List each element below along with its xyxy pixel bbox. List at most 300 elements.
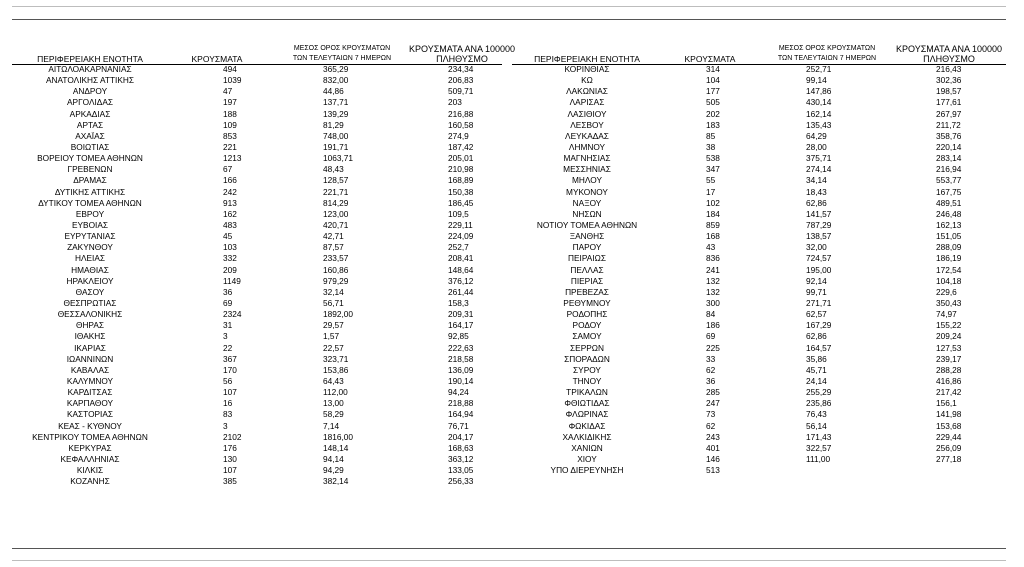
region-cell: ΤΡΙΚΑΛΩΝ bbox=[566, 387, 608, 398]
avg-cell: 274,14 bbox=[806, 164, 832, 175]
header-per100k bbox=[407, 44, 517, 64]
per100k-cell: 168,63 bbox=[448, 442, 474, 453]
cases-cell: 836 bbox=[706, 253, 720, 264]
region-cell: ΖΑΚΥΝΘΟΥ bbox=[67, 242, 113, 253]
cases-cell: 314 bbox=[706, 64, 720, 74]
avg-cell: 45,71 bbox=[806, 364, 827, 375]
cases-cell: 166 bbox=[223, 175, 237, 186]
cases-cell: 242 bbox=[223, 186, 237, 197]
region-cell: ΚΩ bbox=[581, 75, 593, 86]
region-cell: ΛΕΣΒΟΥ bbox=[570, 119, 604, 130]
avg-cell: 111,00 bbox=[806, 453, 831, 464]
per100k-cell: 74,97 bbox=[936, 309, 957, 320]
per100k-cell: 416,86 bbox=[936, 375, 962, 386]
per100k-cell: 489,51 bbox=[936, 197, 962, 208]
avg-cell: 62,86 bbox=[806, 197, 827, 208]
cases-cell: 36 bbox=[706, 375, 716, 386]
region-cell: ΕΒΡΟΥ bbox=[75, 208, 105, 219]
cases-cell: 1039 bbox=[223, 75, 242, 86]
header-per100k-line2: ΠΛΗΘΥΣΜΟ bbox=[436, 54, 488, 64]
avg-cell: 94,29 bbox=[323, 465, 344, 476]
cases-cell: 62 bbox=[706, 364, 716, 375]
cases-cell: 285 bbox=[706, 387, 720, 398]
avg-cell: 255,29 bbox=[806, 387, 832, 398]
region-cell: ΚΑΣΤΟΡΙΑΣ bbox=[66, 409, 114, 420]
region-cell: ΚΕΝΤΡΙΚΟΥ ΤΟΜΕΑ ΑΘΗΝΩΝ bbox=[32, 431, 148, 442]
cases-cell: 367 bbox=[223, 353, 237, 364]
header-cases: ΚΡΟΥΣΜΑΤΑ bbox=[191, 54, 243, 64]
cases-cell: 132 bbox=[706, 286, 720, 297]
avg-cell: 28,00 bbox=[806, 141, 827, 152]
avg-cell: 34,14 bbox=[806, 175, 827, 186]
cases-cell: 73 bbox=[706, 409, 716, 420]
per100k-cell: 172,54 bbox=[936, 264, 962, 275]
avg-cell: 138,57 bbox=[806, 231, 832, 242]
region-cell: ΕΥΒΟΙΑΣ bbox=[71, 219, 109, 230]
region-cell: ΔΡΑΜΑΣ bbox=[73, 175, 107, 186]
per100k-cell: 205,01 bbox=[448, 153, 474, 164]
region-cell: ΛΕΥΚΑΔΑΣ bbox=[565, 130, 609, 141]
avg-cell: 44,86 bbox=[323, 86, 344, 97]
avg-cell: 195,00 bbox=[806, 264, 832, 275]
region-cell: ΠΕΛΛΑΣ bbox=[570, 264, 604, 275]
avg-cell: 123,00 bbox=[323, 208, 349, 219]
region-cell: ΧΙΟΥ bbox=[577, 453, 597, 464]
cases-cell: 225 bbox=[706, 342, 720, 353]
avg-cell: 171,43 bbox=[806, 431, 832, 442]
per100k-cell: 216,94 bbox=[936, 164, 962, 175]
region-cell: ΑΡΚΑΔΙΑΣ bbox=[69, 108, 111, 119]
avg-cell: 62,57 bbox=[806, 309, 827, 320]
avg-cell: 814,29 bbox=[323, 197, 349, 208]
region-cell: ΑΡΤΑΣ bbox=[76, 119, 104, 130]
avg-cell: 32,00 bbox=[806, 242, 827, 253]
cases-cell: 241 bbox=[706, 264, 720, 275]
region-cell: ΚΕΦΑΛΛΗΝΙΑΣ bbox=[60, 453, 120, 464]
per100k-cell: 148,64 bbox=[448, 264, 474, 275]
cases-cell: 107 bbox=[223, 387, 237, 398]
cases-cell: 483 bbox=[223, 219, 237, 230]
region-cell: ΜΑΓΝΗΣΙΑΣ bbox=[563, 153, 611, 164]
cases-cell: 202 bbox=[706, 108, 720, 119]
region-cell: ΗΡΑΚΛΕΙΟΥ bbox=[66, 275, 114, 286]
cases-cell: 168 bbox=[706, 231, 720, 242]
avg-cell: 164,57 bbox=[806, 342, 832, 353]
region-cell: ΔΥΤΙΚΟΥ ΤΟΜΕΑ ΑΘΗΝΩΝ bbox=[38, 197, 142, 208]
region-cell: ΧΑΛΚΙΔΙΚΗΣ bbox=[562, 431, 612, 442]
region-cell: ΘΕΣΠΡΩΤΙΑΣ bbox=[63, 297, 117, 308]
per100k-cell: 94,24 bbox=[448, 387, 469, 398]
per100k-cell: 229,44 bbox=[936, 431, 962, 442]
cases-cell: 43 bbox=[706, 242, 716, 253]
cases-cell: 853 bbox=[223, 130, 237, 141]
avg-cell: 1,57 bbox=[323, 331, 340, 342]
per100k-cell: 220,14 bbox=[936, 141, 962, 152]
region-cell: ΧΑΝΙΩΝ bbox=[571, 442, 603, 453]
cases-cell: 2324 bbox=[223, 309, 242, 320]
cases-cell: 170 bbox=[223, 364, 237, 375]
per100k-cell: 218,58 bbox=[448, 353, 474, 364]
region-cell: ΚΕΡΚΥΡΑΣ bbox=[68, 442, 112, 453]
region-cell: ΑΧΑΪΑΣ bbox=[75, 130, 105, 141]
per100k-cell: 246,48 bbox=[936, 208, 962, 219]
avg-cell: 87,57 bbox=[323, 242, 344, 253]
region-cell: ΡΕΘΥΜΝΟΥ bbox=[563, 297, 611, 308]
per100k-cell: 187,42 bbox=[448, 141, 474, 152]
per100k-cell: 274,9 bbox=[448, 130, 469, 141]
region-cell: ΠΑΡΟΥ bbox=[572, 242, 602, 253]
avg-cell: 365,29 bbox=[323, 64, 349, 74]
per100k-cell: 177,61 bbox=[936, 97, 962, 108]
per100k-cell: 153,68 bbox=[936, 420, 962, 431]
cases-cell: 177 bbox=[706, 86, 720, 97]
per100k-cell: 209,31 bbox=[448, 309, 474, 320]
cases-cell: 3 bbox=[223, 420, 228, 431]
cases-cell: 385 bbox=[223, 476, 237, 487]
region-cell: ΤΗΝΟΥ bbox=[572, 375, 602, 386]
per100k-cell: 208,41 bbox=[448, 253, 474, 264]
per100k-cell: 203 bbox=[448, 97, 462, 108]
per100k-cell: 164,17 bbox=[448, 320, 474, 331]
per100k-cell: 186,19 bbox=[936, 253, 962, 264]
cases-cell: 47 bbox=[223, 86, 233, 97]
per100k-cell: 167,75 bbox=[936, 186, 962, 197]
avg-cell: 252,71 bbox=[806, 64, 832, 74]
avg-cell: 42,71 bbox=[323, 231, 344, 242]
region-cell: ΦΛΩΡΙΝΑΣ bbox=[565, 409, 609, 420]
cases-cell: 45 bbox=[223, 231, 233, 242]
avg-cell: 162,14 bbox=[806, 108, 832, 119]
avg-cell: 64,29 bbox=[806, 130, 827, 141]
region-cell: ΛΗΜΝΟΥ bbox=[568, 141, 606, 152]
region-cell: ΡΟΔΟΠΗΣ bbox=[566, 309, 608, 320]
per100k-cell: 104,18 bbox=[936, 275, 962, 286]
avg-cell: 35,86 bbox=[806, 353, 827, 364]
cases-cell: 401 bbox=[706, 442, 720, 453]
per100k-cell: 224,09 bbox=[448, 231, 474, 242]
cases-cell: 22 bbox=[223, 342, 233, 353]
region-cell: ΡΟΔΟΥ bbox=[572, 320, 602, 331]
avg-cell: 139,29 bbox=[323, 108, 349, 119]
per100k-cell: 229,6 bbox=[936, 286, 957, 297]
region-cell: ΝΟΤΙΟΥ ΤΟΜΕΑ ΑΘΗΝΩΝ bbox=[536, 219, 638, 230]
cases-cell: 162 bbox=[223, 208, 237, 219]
header-avg-line1: ΜΕΣΟΣ ΟΡΟΣ ΚΡΟΥΣΜΑΤΩΝ bbox=[293, 45, 391, 52]
cases-cell: 186 bbox=[706, 320, 720, 331]
region-cell: ΠΙΕΡΙΑΣ bbox=[570, 275, 604, 286]
per100k-cell: 256,09 bbox=[936, 442, 962, 453]
avg-cell: 235,86 bbox=[806, 398, 832, 409]
region-cell: ΚΟΖΑΝΗΣ bbox=[70, 476, 110, 487]
cases-cell: 109 bbox=[223, 119, 237, 130]
cases-cell: 3 bbox=[223, 331, 228, 342]
per100k-cell: 509,71 bbox=[448, 86, 474, 97]
cases-cell: 188 bbox=[223, 108, 237, 119]
per100k-cell: 198,57 bbox=[936, 86, 962, 97]
avg-cell: 221,71 bbox=[323, 186, 349, 197]
region-cell: ΝΑΞΟΥ bbox=[572, 197, 602, 208]
avg-cell: 22,57 bbox=[323, 342, 344, 353]
per100k-cell: 288,09 bbox=[936, 242, 962, 253]
top-border-light bbox=[12, 6, 1006, 7]
avg-cell: 832,00 bbox=[323, 75, 349, 86]
avg-cell: 167,29 bbox=[806, 320, 832, 331]
per100k-cell: 109,5 bbox=[448, 208, 469, 219]
avg-cell: 92,14 bbox=[806, 275, 827, 286]
cases-cell: 16 bbox=[223, 398, 233, 409]
per100k-cell: 168,89 bbox=[448, 175, 474, 186]
region-cell: ΒΟΡΕΙΟΥ ΤΟΜΕΑ ΑΘΗΝΩΝ bbox=[37, 153, 143, 164]
region-cell: ΜΥΚΟΝΟΥ bbox=[566, 186, 608, 197]
avg-cell: 18,43 bbox=[806, 186, 827, 197]
header-per100k-line2: ΠΛΗΘΥΣΜΟ bbox=[923, 54, 975, 64]
region-cell: ΦΩΚΙΔΑΣ bbox=[568, 420, 606, 431]
region-cell: ΚΑΡΠΑΘΟΥ bbox=[66, 398, 114, 409]
avg-cell: 76,43 bbox=[806, 409, 827, 420]
cases-cell: 1213 bbox=[223, 153, 242, 164]
cases-cell: 102 bbox=[706, 197, 720, 208]
region-cell: ΜΕΣΣΗΝΙΑΣ bbox=[563, 164, 611, 175]
cases-cell: 513 bbox=[706, 465, 720, 476]
per100k-cell: 136,09 bbox=[448, 364, 474, 375]
avg-cell: 29,57 bbox=[323, 320, 344, 331]
avg-cell: 32,14 bbox=[323, 286, 344, 297]
region-cell: ΕΥΡΥΤΑΝΙΑΣ bbox=[64, 231, 116, 242]
region-cell: ΙΚΑΡΙΑΣ bbox=[74, 342, 106, 353]
per100k-cell: 350,43 bbox=[936, 297, 962, 308]
cases-cell: 243 bbox=[706, 431, 720, 442]
cases-cell: 197 bbox=[223, 97, 237, 108]
cases-cell: 104 bbox=[706, 75, 720, 86]
per100k-cell: 206,83 bbox=[448, 75, 474, 86]
avg-cell: 141,57 bbox=[806, 208, 832, 219]
per100k-cell: 151,05 bbox=[936, 231, 962, 242]
header-per100k-line1: ΚΡΟΥΣΜΑΤΑ ΑΝΑ 100000 bbox=[896, 44, 1002, 54]
region-cell: ΠΕΙΡΑΙΩΣ bbox=[568, 253, 606, 264]
avg-cell: 323,71 bbox=[323, 353, 349, 364]
cases-cell: 107 bbox=[223, 465, 237, 476]
per100k-cell: 283,14 bbox=[936, 153, 962, 164]
header-per100k bbox=[890, 44, 1008, 64]
cases-cell: 538 bbox=[706, 153, 720, 164]
region-cell: ΑΝΔΡΟΥ bbox=[72, 86, 108, 97]
avg-cell: 94,14 bbox=[323, 453, 344, 464]
per100k-cell: 92,85 bbox=[448, 331, 469, 342]
cases-cell: 33 bbox=[706, 353, 716, 364]
region-cell: ΑΝΑΤΟΛΙΚΗΣ ΑΤΤΙΚΗΣ bbox=[45, 75, 135, 86]
avg-cell: 62,86 bbox=[806, 331, 827, 342]
per100k-cell: 186,45 bbox=[448, 197, 474, 208]
per100k-cell: 239,17 bbox=[936, 353, 962, 364]
per100k-cell: 376,12 bbox=[448, 275, 474, 286]
avg-cell: 13,00 bbox=[323, 398, 344, 409]
cases-cell: 859 bbox=[706, 219, 720, 230]
cases-cell: 184 bbox=[706, 208, 720, 219]
cases-cell: 130 bbox=[223, 453, 237, 464]
region-cell: ΣΥΡΟΥ bbox=[573, 364, 601, 375]
region-cell: ΙΩΑΝΝΙΝΩΝ bbox=[66, 353, 114, 364]
cases-cell: 17 bbox=[706, 186, 716, 197]
per100k-cell: 164,94 bbox=[448, 409, 474, 420]
per100k-cell: 288,28 bbox=[936, 364, 962, 375]
avg-cell: 1063,71 bbox=[323, 153, 353, 164]
region-cell: ΚΑΛΥΜΝΟΥ bbox=[66, 375, 114, 386]
avg-cell: 128,57 bbox=[323, 175, 349, 186]
avg-cell: 420,71 bbox=[323, 219, 349, 230]
header-region: ΠΕΡΙΦΕΡΕΙΑΚΗ ΕΝΟΤΗΤΑ bbox=[534, 54, 640, 64]
avg-cell: 48,43 bbox=[323, 164, 344, 175]
per100k-cell: 277,18 bbox=[936, 453, 962, 464]
region-cell: ΗΜΑΘΙΑΣ bbox=[71, 264, 109, 275]
avg-cell: 748,00 bbox=[323, 130, 349, 141]
per100k-cell: 363,12 bbox=[448, 453, 474, 464]
cases-cell: 209 bbox=[223, 264, 237, 275]
cases-cell: 913 bbox=[223, 197, 237, 208]
per100k-cell: 76,71 bbox=[448, 420, 469, 431]
cases-cell: 300 bbox=[706, 297, 720, 308]
per100k-cell: 141,98 bbox=[936, 409, 962, 420]
avg-cell: 979,29 bbox=[323, 275, 349, 286]
region-cell: ΒΟΙΩΤΙΑΣ bbox=[70, 141, 110, 152]
per100k-cell: 190,14 bbox=[448, 375, 474, 386]
cases-cell: 31 bbox=[223, 320, 233, 331]
per100k-cell: 204,17 bbox=[448, 431, 474, 442]
per100k-cell: 256,33 bbox=[448, 476, 474, 487]
cases-cell: 83 bbox=[223, 409, 233, 420]
region-cell: ΞΑΝΘΗΣ bbox=[569, 231, 605, 242]
avg-cell: 153,86 bbox=[323, 364, 349, 375]
avg-cell: 787,29 bbox=[806, 219, 832, 230]
region-cell: ΔΥΤΙΚΗΣ ΑΤΤΙΚΗΣ bbox=[54, 186, 126, 197]
avg-cell: 382,14 bbox=[323, 476, 349, 487]
cases-cell: 38 bbox=[706, 141, 716, 152]
per100k-cell: 160,58 bbox=[448, 119, 474, 130]
avg-cell: 375,71 bbox=[806, 153, 832, 164]
per100k-cell: 127,53 bbox=[936, 342, 962, 353]
bottom-border bbox=[12, 548, 1006, 549]
cases-cell: 347 bbox=[706, 164, 720, 175]
region-cell: ΓΡΕΒΕΝΩΝ bbox=[67, 164, 113, 175]
per100k-cell: 261,44 bbox=[448, 286, 474, 297]
region-cell: ΚΕΑΣ - ΚΥΘΝΟΥ bbox=[58, 420, 122, 431]
cases-cell: 103 bbox=[223, 242, 237, 253]
header-avg bbox=[272, 44, 412, 64]
region-cell: ΚΙΛΚΙΣ bbox=[76, 465, 104, 476]
region-cell: ΠΡΕΒΕΖΑΣ bbox=[565, 286, 609, 297]
region-cell: ΘΑΣΟΥ bbox=[75, 286, 105, 297]
avg-cell: 1892,00 bbox=[323, 309, 353, 320]
per100k-cell: 234,34 bbox=[448, 64, 474, 74]
per100k-cell: 155,22 bbox=[936, 320, 962, 331]
per100k-cell: 150,38 bbox=[448, 186, 474, 197]
avg-cell: 233,57 bbox=[323, 253, 349, 264]
avg-cell: 81,29 bbox=[323, 119, 344, 130]
region-cell: ΙΘΑΚΗΣ bbox=[74, 331, 106, 342]
avg-cell: 147,86 bbox=[806, 86, 832, 97]
avg-cell: 112,00 bbox=[323, 387, 348, 398]
cases-cell: 332 bbox=[223, 253, 237, 264]
region-cell: ΘΗΡΑΣ bbox=[75, 320, 105, 331]
per100k-cell: 133,05 bbox=[448, 465, 474, 476]
avg-cell: 24,14 bbox=[806, 375, 827, 386]
cases-cell: 2102 bbox=[223, 431, 242, 442]
region-cell: ΛΑΣΙΘΙΟΥ bbox=[567, 108, 607, 119]
avg-cell: 322,57 bbox=[806, 442, 832, 453]
avg-cell: 56,71 bbox=[323, 297, 344, 308]
per100k-cell: 358,76 bbox=[936, 130, 962, 141]
region-cell: ΣΕΡΡΩΝ bbox=[570, 342, 604, 353]
region-cell: ΘΕΣΣΑΛΟΝΙΚΗΣ bbox=[57, 309, 123, 320]
header-avg-line2: ΤΩΝ ΤΕΛΕΥΤΑΙΩΝ 7 ΗΜΕΡΩΝ bbox=[292, 55, 392, 62]
per100k-cell: 553,77 bbox=[936, 175, 962, 186]
avg-cell: 7,14 bbox=[323, 420, 340, 431]
cases-cell: 176 bbox=[223, 442, 237, 453]
header-per100k-line1: ΚΡΟΥΣΜΑΤΑ ΑΝΑ 100000 bbox=[409, 44, 515, 54]
avg-cell: 430,14 bbox=[806, 97, 832, 108]
per100k-cell: 156,1 bbox=[936, 398, 957, 409]
region-cell: ΛΑΚΩΝΙΑΣ bbox=[566, 86, 608, 97]
cases-cell: 56 bbox=[223, 375, 233, 386]
per100k-cell: 252,7 bbox=[448, 242, 469, 253]
per100k-cell: 267,97 bbox=[936, 108, 962, 119]
cases-cell: 132 bbox=[706, 275, 720, 286]
region-cell: ΝΗΣΩΝ bbox=[572, 208, 602, 219]
header-avg-line1: ΜΕΣΟΣ ΟΡΟΣ ΚΡΟΥΣΜΑΤΩΝ bbox=[778, 45, 876, 52]
top-border bbox=[12, 19, 1006, 20]
per100k-cell: 302,36 bbox=[936, 75, 962, 86]
per100k-cell: 229,11 bbox=[448, 219, 473, 230]
cases-cell: 85 bbox=[706, 130, 716, 141]
region-cell: ΚΟΡΙΝΘΙΑΣ bbox=[564, 64, 610, 74]
per100k-cell: 217,42 bbox=[936, 387, 962, 398]
region-cell: ΚΑΒΑΛΑΣ bbox=[70, 364, 110, 375]
avg-cell: 160,86 bbox=[323, 264, 349, 275]
header-avg-line2: ΤΩΝ ΤΕΛΕΥΤΑΙΩΝ 7 ΗΜΕΡΩΝ bbox=[777, 55, 877, 62]
avg-cell: 271,71 bbox=[806, 297, 832, 308]
bottom-border-light bbox=[12, 560, 1006, 561]
per100k-cell: 218,88 bbox=[448, 398, 474, 409]
region-cell: ΛΑΡΙΣΑΣ bbox=[569, 97, 605, 108]
avg-cell: 58,29 bbox=[323, 409, 344, 420]
per100k-cell: 216,88 bbox=[448, 108, 474, 119]
cases-cell: 505 bbox=[706, 97, 720, 108]
avg-cell: 137,71 bbox=[323, 97, 349, 108]
cases-cell: 62 bbox=[706, 420, 716, 431]
avg-cell: 56,14 bbox=[806, 420, 827, 431]
region-cell: ΑΙΤΩΛΟΑΚΑΡΝΑΝΙΑΣ bbox=[48, 64, 132, 74]
avg-cell: 1816,00 bbox=[323, 431, 353, 442]
region-cell: ΥΠΟ ΔΙΕΡΕΥΝΗΣΗ bbox=[550, 465, 624, 476]
avg-cell: 724,57 bbox=[806, 253, 832, 264]
region-cell: ΗΛΕΙΑΣ bbox=[74, 253, 106, 264]
cases-cell: 146 bbox=[706, 453, 720, 464]
per100k-cell: 209,24 bbox=[936, 331, 962, 342]
header-region: ΠΕΡΙΦΕΡΕΙΑΚΗ ΕΝΟΤΗΤΑ bbox=[37, 54, 143, 64]
avg-cell: 99,71 bbox=[806, 286, 827, 297]
region-cell: ΚΑΡΔΙΤΣΑΣ bbox=[67, 387, 113, 398]
per100k-cell: 216,43 bbox=[936, 64, 962, 74]
region-cell: ΑΡΓΟΛΙΔΑΣ bbox=[67, 97, 113, 108]
region-cell: ΣΠΟΡΑΔΩΝ bbox=[564, 353, 610, 364]
region-cell: ΣΑΜΟΥ bbox=[572, 331, 602, 342]
per100k-cell: 222,63 bbox=[448, 342, 474, 353]
avg-cell: 148,14 bbox=[323, 442, 349, 453]
avg-cell: 191,71 bbox=[323, 141, 349, 152]
cases-cell: 36 bbox=[223, 286, 233, 297]
per100k-cell: 211,72 bbox=[936, 119, 961, 130]
avg-cell: 64,43 bbox=[323, 375, 344, 386]
avg-cell: 99,14 bbox=[806, 75, 827, 86]
